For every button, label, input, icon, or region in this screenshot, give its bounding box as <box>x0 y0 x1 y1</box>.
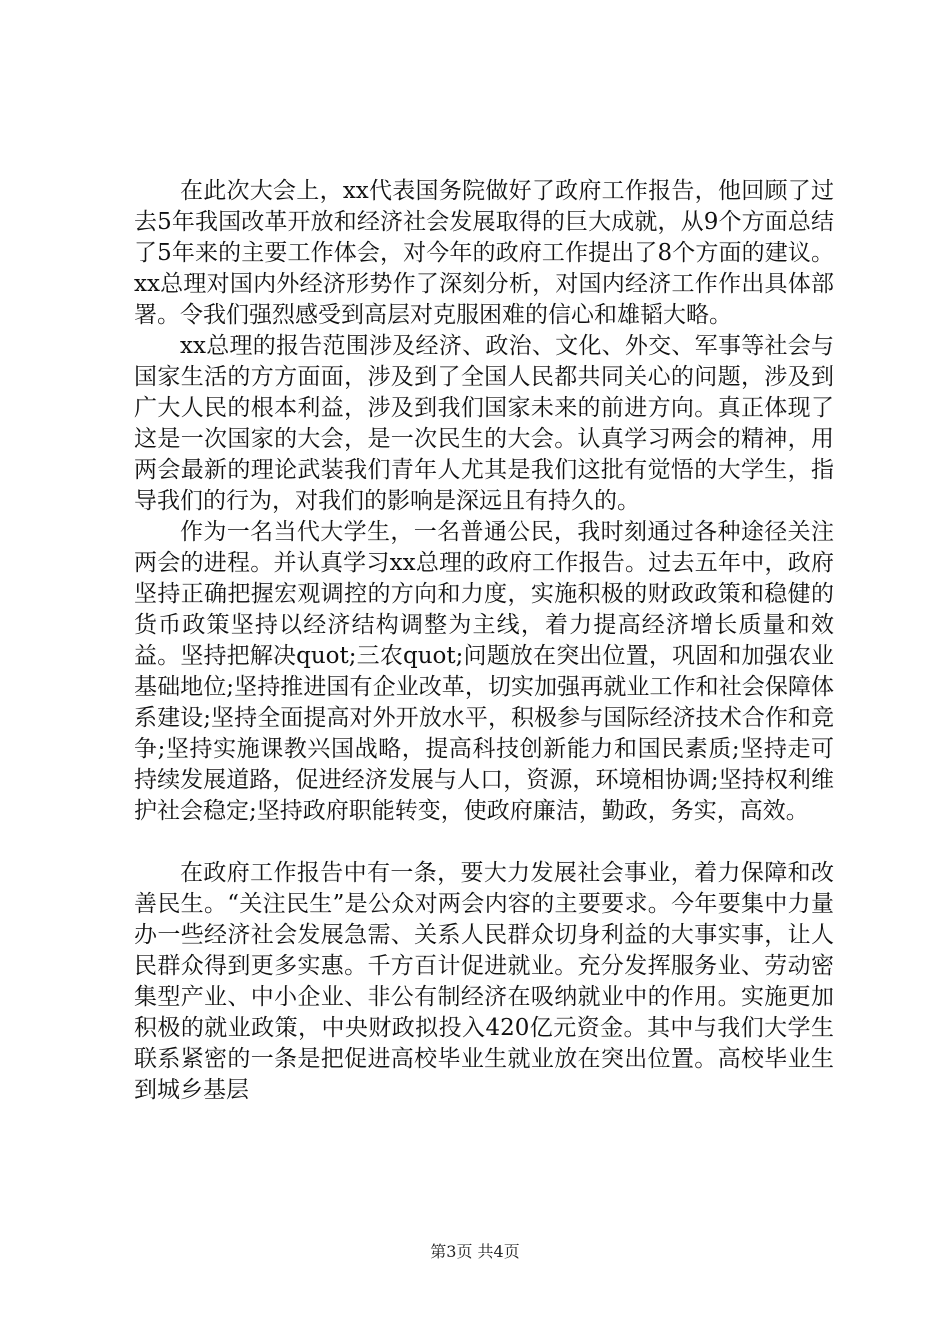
paragraph-4: 在政府工作报告中有一条，要大力发展社会事业，着力保障和改善民生。“关注民生”是公众对两会内容的主要要求。今年要集中力量办一些经济社会发展急需、关系人民群众切身利益的大事实事，让人民群众得到更多实惠。千方百计促进就业。充分发挥服务业、劳动密集型产业、中小企业、非公有制经济在吸纳就业中的作用。实施更加积极的就业政策，中央财政拟投入420亿元资金。其中与我们大学生联系紧密的一条是把促进高校毕业生就业放在突出位置。高校毕业生到城乡基层 <box>134 860 834 1103</box>
page-footer: 第3页 共4页 <box>430 1242 520 1261</box>
paragraph-3: 作为一名当代大学生，一名普通公民，我时刻通过各种途径关注两会的进程。并认真学习xx总理的政府工作报告。过去五年中，政府坚持正确把握宏观调控的方向和力度，实施积极的财政政策和稳健的货币政策坚持以经济结构调整为主线，着力提高经济增长质量和效益。坚持把解决quot;三农quot;问题放在突出位置，巩固和加强农业基础地位;坚持推进国有企业改革，切实加强再就业工作和社会保障体系建设;坚持全面提高对外开放水平，积极参与国际经济技术合作和竞争;坚持实施课教兴国战略，提高科技创新能力和国民素质;坚持走可持续发展道路，促进经济发展与人口，资源，环境相协调;坚持权利维护社会稳定;坚持政府职能转变，使政府廉洁，勤政，务实，高效。 <box>134 519 834 824</box>
document-body <box>134 176 834 1106</box>
paragraph-1: 在此次大会上，xx代表国务院做好了政府工作报告，他回顾了过去5年我国改革开放和经济社会发展取得的巨大成就，从9个方面总结了5年来的主要工作体会，对今年的政府工作提出了8个方面的建议。xx总理对国内外经济形势作了深刻分析，对国内经济工作作出具体部署。令我们强烈感受到高层对克服困难的信心和雄韬大略。 <box>134 178 834 328</box>
paragraph-2: xx总理的报告范围涉及经济、政治、文化、外交、军事等社会与国家生活的方方面面，涉及到了全国人民都共同关心的问题，涉及到广大人民的根本利益，涉及到我们国家未来的前进方向。真正体现了这是一次国家的大会，是一次民生的大会。认真学习两会的精神，用两会最新的理论武装我们青年人尤其是我们这批有觉悟的大学生，指导我们的行为，对我们的影响是深远且有持久的。 <box>134 333 834 514</box>
